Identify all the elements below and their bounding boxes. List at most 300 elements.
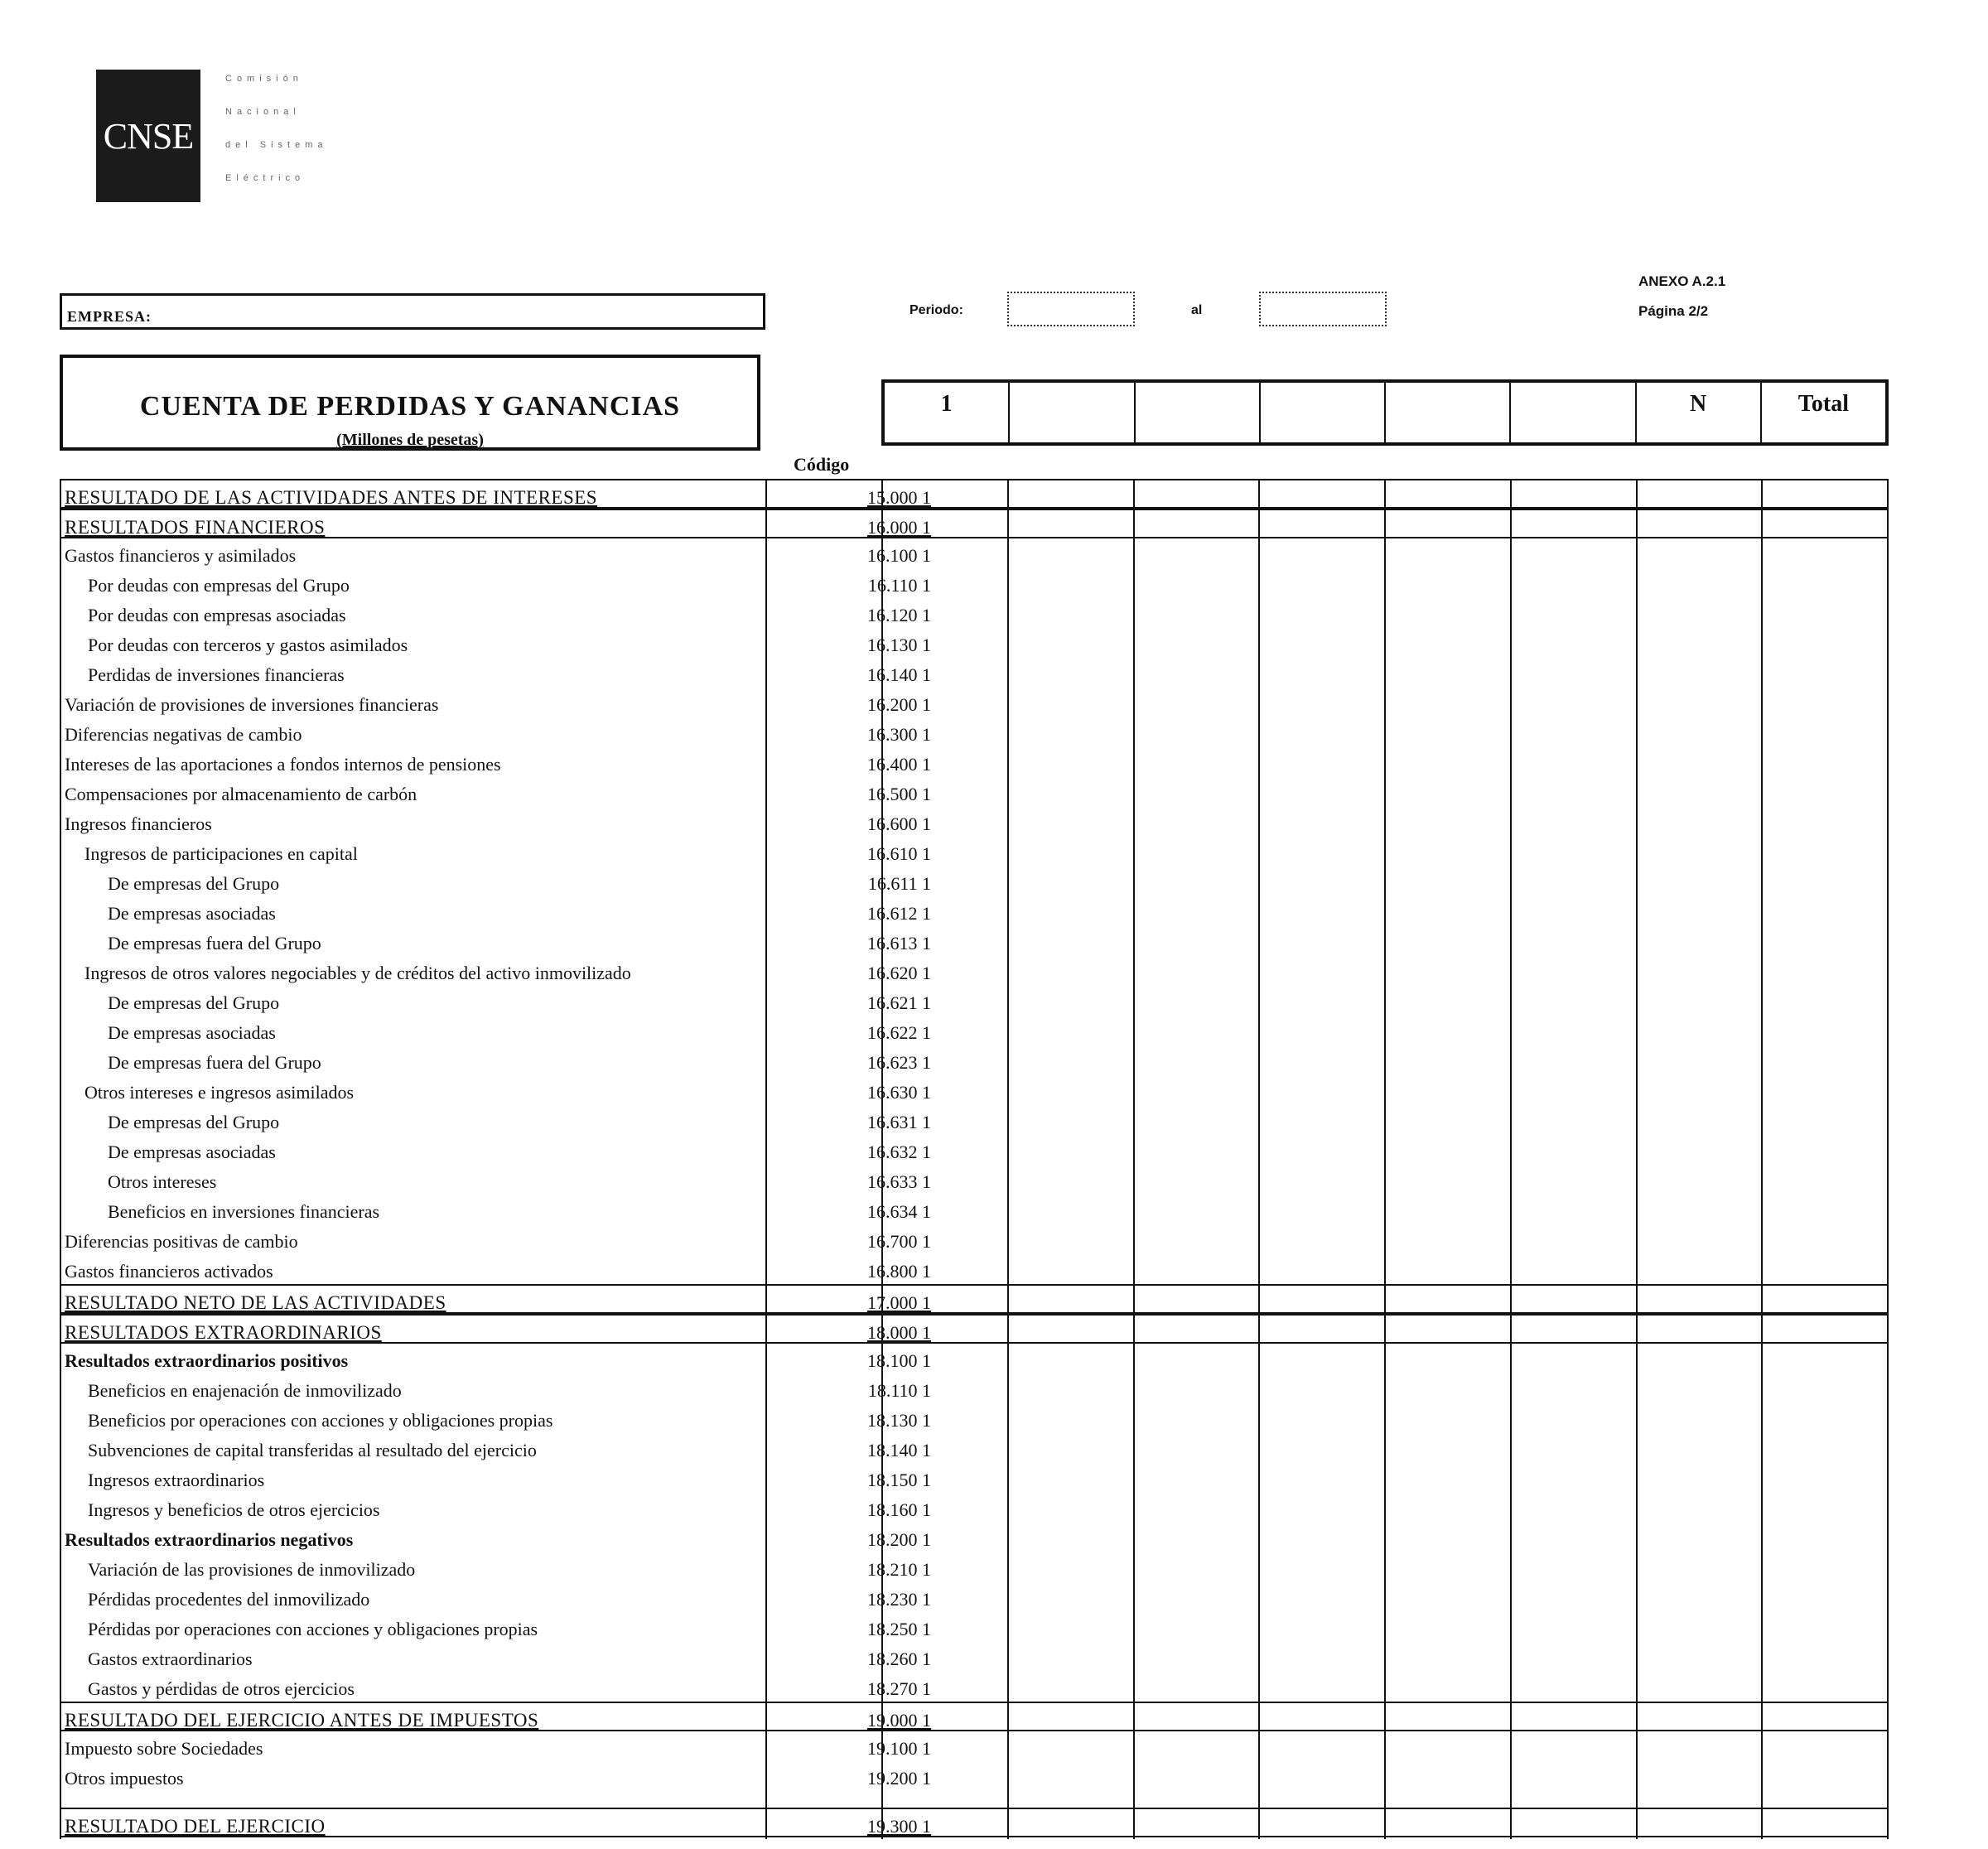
- value-cell[interactable]: [1386, 1075, 1512, 1105]
- value-cell[interactable]: [1260, 568, 1386, 598]
- value-cell[interactable]: [1763, 896, 1889, 926]
- value-cell[interactable]: [1386, 1672, 1512, 1702]
- value-cell[interactable]: [1386, 538, 1512, 568]
- value-cell[interactable]: [881, 1373, 1009, 1403]
- value-cell[interactable]: [1512, 1582, 1638, 1612]
- value-cell[interactable]: [1512, 956, 1638, 986]
- value-cell[interactable]: [1386, 1254, 1512, 1284]
- value-cell[interactable]: [881, 1195, 1009, 1224]
- value-cell[interactable]: [1009, 956, 1135, 986]
- value-cell[interactable]: [1763, 598, 1889, 628]
- value-cell[interactable]: [1763, 1105, 1889, 1135]
- value-cell[interactable]: [1638, 628, 1764, 658]
- value-cell[interactable]: [1135, 688, 1261, 717]
- value-cell[interactable]: [1512, 747, 1638, 777]
- value-cell[interactable]: [1135, 1493, 1261, 1523]
- value-cell[interactable]: [1135, 837, 1261, 867]
- value-cell[interactable]: [1386, 717, 1512, 747]
- value-cell[interactable]: [1009, 1195, 1135, 1224]
- value-cell[interactable]: [881, 1165, 1009, 1195]
- value-cell[interactable]: [1512, 1075, 1638, 1105]
- value-cell[interactable]: [1386, 1344, 1512, 1373]
- value-cell[interactable]: [1260, 1316, 1386, 1345]
- value-cell[interactable]: [1260, 1612, 1386, 1642]
- value-cell[interactable]: [1763, 1075, 1889, 1105]
- value-cell[interactable]: [1135, 1224, 1261, 1254]
- value-cell[interactable]: [1009, 1254, 1135, 1284]
- value-cell[interactable]: [1512, 837, 1638, 867]
- value-cell[interactable]: [1135, 1316, 1261, 1345]
- value-cell[interactable]: [1638, 1493, 1764, 1523]
- value-cell[interactable]: [1260, 926, 1386, 956]
- value-cell[interactable]: [1009, 777, 1135, 807]
- value-cell[interactable]: [881, 896, 1009, 926]
- value-cell[interactable]: [881, 1344, 1009, 1373]
- value-cell[interactable]: [1009, 1672, 1135, 1702]
- value-cell[interactable]: [1638, 1672, 1764, 1702]
- value-cell[interactable]: [1763, 538, 1889, 568]
- value-cell[interactable]: [1512, 598, 1638, 628]
- value-cell[interactable]: [1512, 1135, 1638, 1165]
- value-cell[interactable]: [1135, 747, 1261, 777]
- value-cell[interactable]: [881, 1075, 1009, 1105]
- value-cell[interactable]: [1260, 598, 1386, 628]
- value-cell[interactable]: [1763, 1552, 1889, 1582]
- value-cell[interactable]: [1009, 1403, 1135, 1433]
- value-cell[interactable]: [1512, 986, 1638, 1016]
- value-cell[interactable]: [881, 538, 1009, 568]
- value-cell[interactable]: [1260, 1224, 1386, 1254]
- value-cell[interactable]: [1260, 628, 1386, 658]
- value-cell[interactable]: [1638, 1433, 1764, 1463]
- value-cell[interactable]: [1260, 1703, 1386, 1733]
- value-cell[interactable]: [1009, 1286, 1135, 1316]
- value-cell[interactable]: [1638, 1731, 1764, 1761]
- value-cell[interactable]: [1512, 480, 1638, 510]
- value-cell[interactable]: [1638, 956, 1764, 986]
- value-cell[interactable]: [1386, 1105, 1512, 1135]
- value-cell[interactable]: [1135, 1672, 1261, 1702]
- value-cell[interactable]: [1009, 1761, 1135, 1791]
- value-cell[interactable]: [1638, 1316, 1764, 1345]
- value-cell[interactable]: [1386, 1703, 1512, 1733]
- value-cell[interactable]: [1638, 1373, 1764, 1403]
- value-cell[interactable]: [1763, 1642, 1889, 1672]
- value-cell[interactable]: [1763, 628, 1889, 658]
- value-cell[interactable]: [1638, 1224, 1764, 1254]
- value-cell[interactable]: [1386, 1731, 1512, 1761]
- value-cell[interactable]: [1260, 1165, 1386, 1195]
- value-cell[interactable]: [881, 1135, 1009, 1165]
- value-cell[interactable]: [1763, 1286, 1889, 1316]
- value-cell[interactable]: [1386, 1045, 1512, 1075]
- value-cell[interactable]: [1009, 1045, 1135, 1075]
- value-cell[interactable]: [1638, 1344, 1764, 1373]
- value-cell[interactable]: [1135, 1373, 1261, 1403]
- value-cell[interactable]: [1763, 1612, 1889, 1642]
- value-cell[interactable]: [1386, 1582, 1512, 1612]
- value-cell[interactable]: [1512, 1672, 1638, 1702]
- value-cell[interactable]: [1135, 1195, 1261, 1224]
- value-cell[interactable]: [1386, 568, 1512, 598]
- value-cell[interactable]: [1260, 1373, 1386, 1403]
- value-cell[interactable]: [1135, 658, 1261, 688]
- value-cell[interactable]: [1763, 867, 1889, 896]
- value-cell[interactable]: [1260, 896, 1386, 926]
- value-cell[interactable]: [1009, 510, 1135, 540]
- value-cell[interactable]: [1009, 837, 1135, 867]
- value-cell[interactable]: [881, 688, 1009, 717]
- value-cell[interactable]: [1260, 658, 1386, 688]
- value-cell[interactable]: [881, 1642, 1009, 1672]
- value-cell[interactable]: [1512, 777, 1638, 807]
- value-cell[interactable]: [1512, 688, 1638, 717]
- value-cell[interactable]: [1386, 1493, 1512, 1523]
- value-cell[interactable]: [1512, 867, 1638, 896]
- value-cell[interactable]: [881, 1493, 1009, 1523]
- value-cell[interactable]: [1260, 807, 1386, 837]
- value-cell[interactable]: [1512, 1552, 1638, 1582]
- value-cell[interactable]: [1512, 1642, 1638, 1672]
- value-cell[interactable]: [1135, 986, 1261, 1016]
- value-cell[interactable]: [1135, 568, 1261, 598]
- value-cell[interactable]: [1009, 986, 1135, 1016]
- value-cell[interactable]: [1763, 1254, 1889, 1284]
- value-cell[interactable]: [1512, 717, 1638, 747]
- value-cell[interactable]: [1260, 1552, 1386, 1582]
- value-cell[interactable]: [1135, 717, 1261, 747]
- value-cell[interactable]: [1386, 777, 1512, 807]
- value-cell[interactable]: [1512, 1523, 1638, 1552]
- value-cell[interactable]: [1135, 807, 1261, 837]
- value-cell[interactable]: [1512, 510, 1638, 540]
- value-cell[interactable]: [1009, 1344, 1135, 1373]
- value-cell[interactable]: [1638, 1809, 1764, 1839]
- value-cell[interactable]: [1763, 1165, 1889, 1195]
- value-cell[interactable]: [1135, 1344, 1261, 1373]
- value-cell[interactable]: [1260, 747, 1386, 777]
- value-cell[interactable]: [1009, 568, 1135, 598]
- value-cell[interactable]: [1260, 1463, 1386, 1493]
- value-cell[interactable]: [1763, 688, 1889, 717]
- value-cell[interactable]: [1260, 986, 1386, 1016]
- value-cell[interactable]: [1386, 1316, 1512, 1345]
- value-cell[interactable]: [881, 1254, 1009, 1284]
- value-cell[interactable]: [1763, 777, 1889, 807]
- value-cell[interactable]: [1638, 1075, 1764, 1105]
- value-cell[interactable]: [1260, 1433, 1386, 1463]
- value-cell[interactable]: [1638, 807, 1764, 837]
- value-cell[interactable]: [1009, 1433, 1135, 1463]
- value-cell[interactable]: [1009, 1016, 1135, 1045]
- value-cell[interactable]: [881, 956, 1009, 986]
- value-cell[interactable]: [1763, 568, 1889, 598]
- value-cell[interactable]: [881, 510, 1009, 540]
- value-cell[interactable]: [1638, 538, 1764, 568]
- value-cell[interactable]: [1386, 480, 1512, 510]
- value-cell[interactable]: [1512, 1373, 1638, 1403]
- value-cell[interactable]: [1512, 1165, 1638, 1195]
- value-cell[interactable]: [1763, 1761, 1889, 1791]
- value-cell[interactable]: [1512, 1286, 1638, 1316]
- value-cell[interactable]: [1009, 1731, 1135, 1761]
- value-cell[interactable]: [1763, 1135, 1889, 1165]
- value-cell[interactable]: [1386, 688, 1512, 717]
- value-cell[interactable]: [1009, 1552, 1135, 1582]
- value-cell[interactable]: [1763, 1224, 1889, 1254]
- value-cell[interactable]: [1009, 747, 1135, 777]
- value-cell[interactable]: [1135, 1552, 1261, 1582]
- value-cell[interactable]: [881, 1045, 1009, 1075]
- value-cell[interactable]: [1763, 747, 1889, 777]
- value-cell[interactable]: [1135, 926, 1261, 956]
- value-cell[interactable]: [1386, 1224, 1512, 1254]
- value-cell[interactable]: [1009, 1463, 1135, 1493]
- value-cell[interactable]: [1260, 1582, 1386, 1612]
- value-cell[interactable]: [881, 1224, 1009, 1254]
- value-cell[interactable]: [881, 1433, 1009, 1463]
- value-cell[interactable]: [1763, 1016, 1889, 1045]
- value-cell[interactable]: [1135, 956, 1261, 986]
- value-cell[interactable]: [1386, 1809, 1512, 1839]
- value-cell[interactable]: [1260, 717, 1386, 747]
- value-cell[interactable]: [1638, 1552, 1764, 1582]
- value-cell[interactable]: [1386, 628, 1512, 658]
- value-cell[interactable]: [881, 1016, 1009, 1045]
- value-cell[interactable]: [1009, 1493, 1135, 1523]
- value-cell[interactable]: [1763, 1045, 1889, 1075]
- value-cell[interactable]: [881, 658, 1009, 688]
- value-cell[interactable]: [1135, 1809, 1261, 1839]
- value-cell[interactable]: [1763, 956, 1889, 986]
- value-cell[interactable]: [1763, 1403, 1889, 1433]
- value-cell[interactable]: [1763, 717, 1889, 747]
- value-cell[interactable]: [1260, 867, 1386, 896]
- value-cell[interactable]: [1135, 1703, 1261, 1733]
- value-cell[interactable]: [1763, 1493, 1889, 1523]
- value-cell[interactable]: [1638, 688, 1764, 717]
- value-cell[interactable]: [1260, 1286, 1386, 1316]
- value-cell[interactable]: [1135, 1463, 1261, 1493]
- value-cell[interactable]: [1512, 1016, 1638, 1045]
- value-cell[interactable]: [1763, 1195, 1889, 1224]
- value-cell[interactable]: [1009, 1224, 1135, 1254]
- value-cell[interactable]: [1512, 628, 1638, 658]
- value-cell[interactable]: [1386, 1373, 1512, 1403]
- value-cell[interactable]: [1763, 1344, 1889, 1373]
- value-cell[interactable]: [1009, 1135, 1135, 1165]
- value-cell[interactable]: [1512, 1105, 1638, 1135]
- value-cell[interactable]: [1009, 1075, 1135, 1105]
- value-cell[interactable]: [1386, 1286, 1512, 1316]
- value-cell[interactable]: [1386, 1761, 1512, 1791]
- value-cell[interactable]: [1512, 1463, 1638, 1493]
- value-cell[interactable]: [1260, 837, 1386, 867]
- value-cell[interactable]: [1009, 1809, 1135, 1839]
- value-cell[interactable]: [881, 1463, 1009, 1493]
- periodo-end-field[interactable]: [1259, 292, 1387, 326]
- value-cell[interactable]: [1135, 1165, 1261, 1195]
- value-cell[interactable]: [1512, 538, 1638, 568]
- value-cell[interactable]: [1763, 1433, 1889, 1463]
- value-cell[interactable]: [881, 777, 1009, 807]
- value-cell[interactable]: [1512, 896, 1638, 926]
- value-cell[interactable]: [1260, 956, 1386, 986]
- value-cell[interactable]: [1009, 896, 1135, 926]
- value-cell[interactable]: [1512, 1612, 1638, 1642]
- value-cell[interactable]: [1260, 1493, 1386, 1523]
- value-cell[interactable]: [881, 480, 1009, 510]
- value-cell[interactable]: [1763, 807, 1889, 837]
- value-cell[interactable]: [1638, 837, 1764, 867]
- value-cell[interactable]: [881, 807, 1009, 837]
- value-cell[interactable]: [1386, 1612, 1512, 1642]
- value-cell[interactable]: [1512, 1254, 1638, 1284]
- value-cell[interactable]: [1135, 896, 1261, 926]
- value-cell[interactable]: [1763, 1316, 1889, 1345]
- value-cell[interactable]: [1009, 1105, 1135, 1135]
- value-cell[interactable]: [1009, 1703, 1135, 1733]
- value-cell[interactable]: [881, 1552, 1009, 1582]
- value-cell[interactable]: [1638, 598, 1764, 628]
- value-cell[interactable]: [1638, 1165, 1764, 1195]
- value-cell[interactable]: [1260, 1761, 1386, 1791]
- value-cell[interactable]: [881, 1286, 1009, 1316]
- value-cell[interactable]: [1638, 1105, 1764, 1135]
- value-cell[interactable]: [1512, 1809, 1638, 1839]
- value-cell[interactable]: [1260, 1344, 1386, 1373]
- value-cell[interactable]: [1260, 1135, 1386, 1165]
- value-cell[interactable]: [1638, 747, 1764, 777]
- value-cell[interactable]: [1638, 1045, 1764, 1075]
- value-cell[interactable]: [1386, 1463, 1512, 1493]
- value-cell[interactable]: [1386, 1016, 1512, 1045]
- value-cell[interactable]: [1763, 480, 1889, 510]
- value-cell[interactable]: [1512, 1433, 1638, 1463]
- value-cell[interactable]: [1763, 1672, 1889, 1702]
- value-cell[interactable]: [1135, 1523, 1261, 1552]
- value-cell[interactable]: [1638, 717, 1764, 747]
- value-cell[interactable]: [1009, 628, 1135, 658]
- value-cell[interactable]: [1763, 1703, 1889, 1733]
- value-cell[interactable]: [1009, 717, 1135, 747]
- value-cell[interactable]: [1512, 568, 1638, 598]
- value-cell[interactable]: [881, 837, 1009, 867]
- value-cell[interactable]: [1386, 598, 1512, 628]
- value-cell[interactable]: [1009, 538, 1135, 568]
- value-cell[interactable]: [1512, 658, 1638, 688]
- value-cell[interactable]: [1763, 1463, 1889, 1493]
- value-cell[interactable]: [1763, 837, 1889, 867]
- value-cell[interactable]: [1638, 1016, 1764, 1045]
- value-cell[interactable]: [1512, 1224, 1638, 1254]
- value-cell[interactable]: [1512, 1195, 1638, 1224]
- value-cell[interactable]: [1135, 1642, 1261, 1672]
- value-cell[interactable]: [1638, 777, 1764, 807]
- value-cell[interactable]: [1386, 658, 1512, 688]
- value-cell[interactable]: [1260, 538, 1386, 568]
- value-cell[interactable]: [1638, 1612, 1764, 1642]
- value-cell[interactable]: [1386, 986, 1512, 1016]
- value-cell[interactable]: [1386, 1135, 1512, 1165]
- value-cell[interactable]: [1638, 1254, 1764, 1284]
- value-cell[interactable]: [1386, 896, 1512, 926]
- value-cell[interactable]: [1135, 628, 1261, 658]
- value-cell[interactable]: [1135, 1403, 1261, 1433]
- value-cell[interactable]: [1009, 867, 1135, 896]
- value-cell[interactable]: [1135, 867, 1261, 896]
- value-cell[interactable]: [1512, 1344, 1638, 1373]
- value-cell[interactable]: [881, 747, 1009, 777]
- value-cell[interactable]: [1260, 1809, 1386, 1839]
- value-cell[interactable]: [1386, 1433, 1512, 1463]
- value-cell[interactable]: [881, 1703, 1009, 1733]
- value-cell[interactable]: [1386, 747, 1512, 777]
- value-cell[interactable]: [1009, 1612, 1135, 1642]
- value-cell[interactable]: [881, 1105, 1009, 1135]
- value-cell[interactable]: [1135, 1433, 1261, 1463]
- value-cell[interactable]: [881, 1612, 1009, 1642]
- value-cell[interactable]: [1135, 1731, 1261, 1761]
- value-cell[interactable]: [1260, 1075, 1386, 1105]
- value-cell[interactable]: [1135, 598, 1261, 628]
- value-cell[interactable]: [1512, 1403, 1638, 1433]
- value-cell[interactable]: [1135, 1612, 1261, 1642]
- value-cell[interactable]: [1763, 926, 1889, 956]
- value-cell[interactable]: [881, 1672, 1009, 1702]
- value-cell[interactable]: [1638, 896, 1764, 926]
- value-cell[interactable]: [1512, 1703, 1638, 1733]
- value-cell[interactable]: [1009, 1642, 1135, 1672]
- value-cell[interactable]: [1638, 1761, 1764, 1791]
- value-cell[interactable]: [1135, 1254, 1261, 1284]
- value-cell[interactable]: [1638, 1195, 1764, 1224]
- value-cell[interactable]: [881, 1523, 1009, 1552]
- value-cell[interactable]: [1260, 1672, 1386, 1702]
- value-cell[interactable]: [1135, 1135, 1261, 1165]
- value-cell[interactable]: [1009, 598, 1135, 628]
- value-cell[interactable]: [1638, 1403, 1764, 1433]
- value-cell[interactable]: [1512, 1731, 1638, 1761]
- value-cell[interactable]: [1009, 1523, 1135, 1552]
- value-cell[interactable]: [881, 717, 1009, 747]
- value-cell[interactable]: [1638, 568, 1764, 598]
- value-cell[interactable]: [1260, 1254, 1386, 1284]
- value-cell[interactable]: [1638, 867, 1764, 896]
- value-cell[interactable]: [1638, 1642, 1764, 1672]
- value-cell[interactable]: [1135, 1016, 1261, 1045]
- value-cell[interactable]: [881, 926, 1009, 956]
- value-cell[interactable]: [1009, 658, 1135, 688]
- value-cell[interactable]: [1386, 1523, 1512, 1552]
- value-cell[interactable]: [1763, 1582, 1889, 1612]
- value-cell[interactable]: [1386, 837, 1512, 867]
- value-cell[interactable]: [1009, 688, 1135, 717]
- value-cell[interactable]: [1763, 1373, 1889, 1403]
- value-cell[interactable]: [1512, 926, 1638, 956]
- value-cell[interactable]: [881, 867, 1009, 896]
- value-cell[interactable]: [881, 568, 1009, 598]
- value-cell[interactable]: [1512, 1493, 1638, 1523]
- value-cell[interactable]: [1638, 1523, 1764, 1552]
- value-cell[interactable]: [1512, 1316, 1638, 1345]
- value-cell[interactable]: [1386, 867, 1512, 896]
- value-cell[interactable]: [1763, 1731, 1889, 1761]
- value-cell[interactable]: [1638, 1703, 1764, 1733]
- value-cell[interactable]: [1763, 986, 1889, 1016]
- empresa-field[interactable]: [60, 293, 765, 330]
- value-cell[interactable]: [1638, 658, 1764, 688]
